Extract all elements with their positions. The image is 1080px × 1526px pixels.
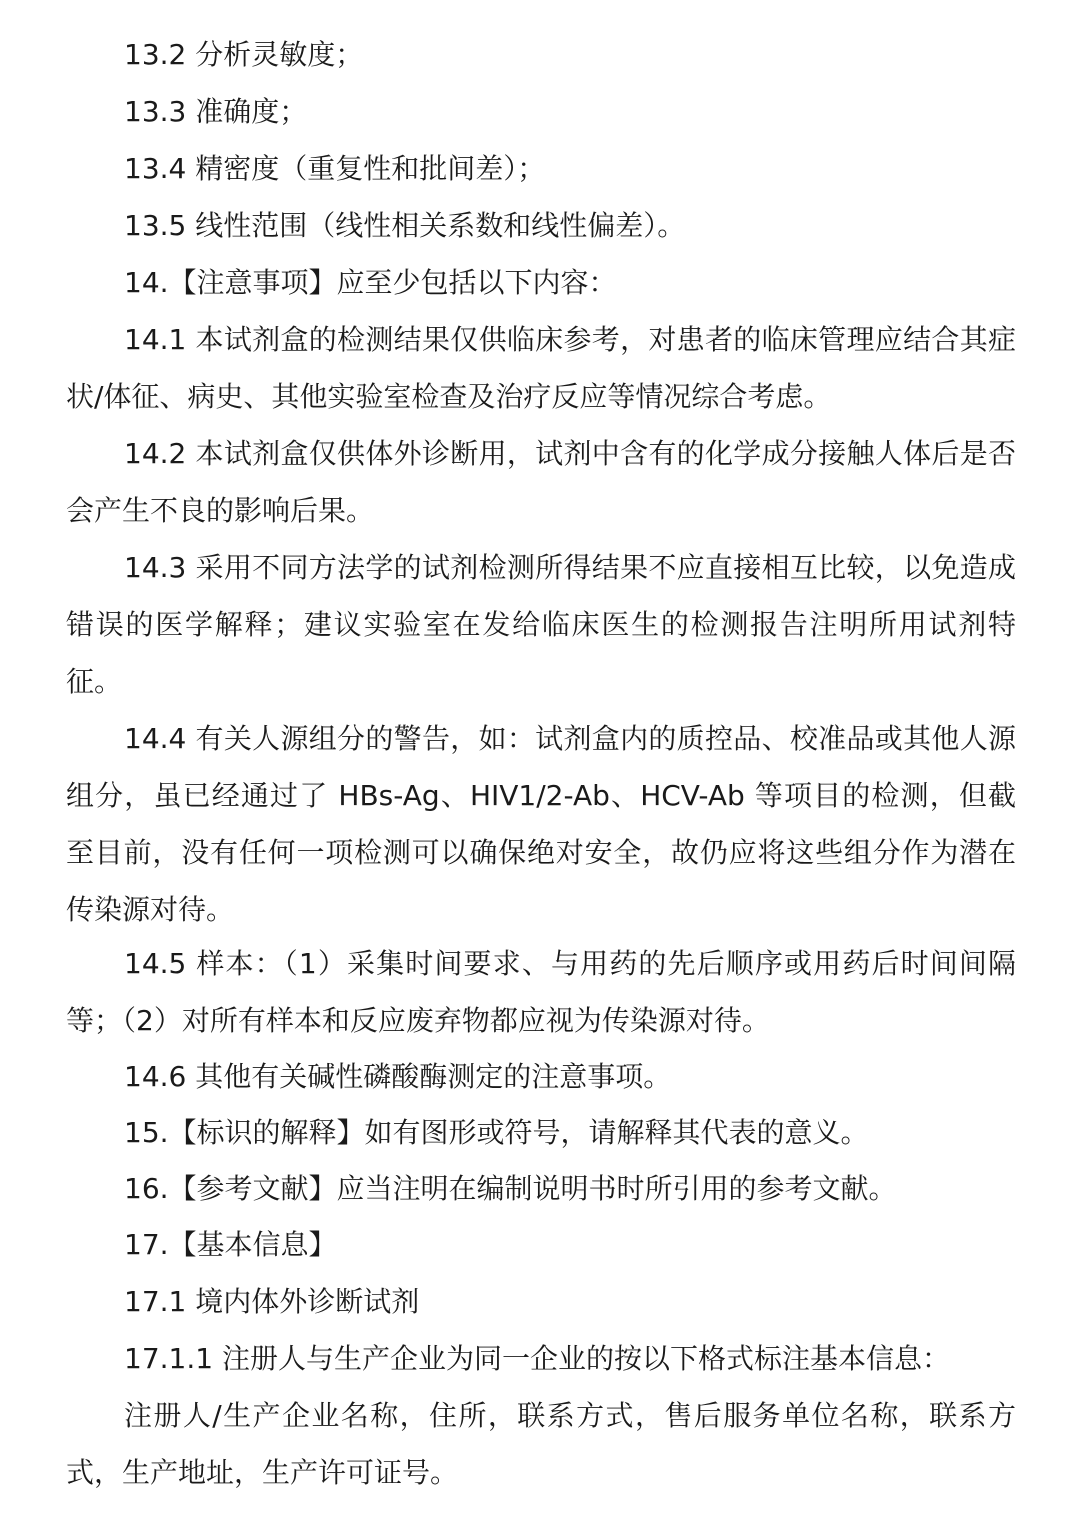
para-14-5: 14.5 样本：（1）采集时间要求、与用药的先后顺序或用药后时间间隔等；（2）对所有样本和反应废弃物都应视为传染源对待。 xyxy=(66,947,1016,1037)
para-16: 16.【参考文献】应当注明在编制说明书时所引用的参考文献。 xyxy=(124,1172,897,1205)
para-13-2: 13.2 分析灵敏度； xyxy=(124,38,364,71)
para-14-3: 14.3 采用不同方法学的试剂检测所得结果不应直接相互比较，以免造成错误的医学解释；建议实验室在发给临床医生的检测报告注明所用试剂特征。 xyxy=(66,551,1016,698)
para-13-5: 13.5 线性范围（线性相关系数和线性偏差）。 xyxy=(124,209,686,242)
para-15: 15.【标识的解释】如有图形或符号，请解释其代表的意义。 xyxy=(124,1116,869,1149)
para-14-heading: 14.【注意事项】应至少包括以下内容： xyxy=(124,266,617,299)
para-registrant-info: 注册人/生产企业名称，住所，联系方式，售后服务单位名称，联系方式，生产地址，生产许可证号。 xyxy=(66,1399,1016,1489)
para-14-6: 14.6 其他有关碱性磷酸酶测定的注意事项。 xyxy=(124,1060,672,1093)
para-13-3: 13.3 准确度； xyxy=(124,95,308,128)
para-14-2: 14.2 本试剂盒仅供体外诊断用，试剂中含有的化学成分接触人体后是否会产生不良的影响后果。 xyxy=(66,437,1016,527)
para-17-1: 17.1 境内体外诊断试剂 xyxy=(124,1285,420,1318)
para-14-1: 14.1 本试剂盒的检测结果仅供临床参考，对患者的临床管理应结合其症状/体征、病史、其他实验室检查及治疗反应等情况综合考虑。 xyxy=(66,323,1016,413)
para-17-1-1: 17.1.1 注册人与生产企业为同一企业的按以下格式标注基本信息： xyxy=(124,1342,950,1375)
para-13-4: 13.4 精密度（重复性和批间差）； xyxy=(124,152,546,185)
para-14-4: 14.4 有关人源组分的警告，如：试剂盒内的质控品、校准品或其他人源组分，虽已经通过了 HBs-Ag、HIV1/2-Ab、HCV-Ab 等项目的检测，但截至目前，没有任何一项检测可以确保绝对安全，故仍应将这些组分作为潜在传染源对待。 xyxy=(66,722,1016,926)
para-17-heading: 17.【基本信息】 xyxy=(124,1228,337,1261)
